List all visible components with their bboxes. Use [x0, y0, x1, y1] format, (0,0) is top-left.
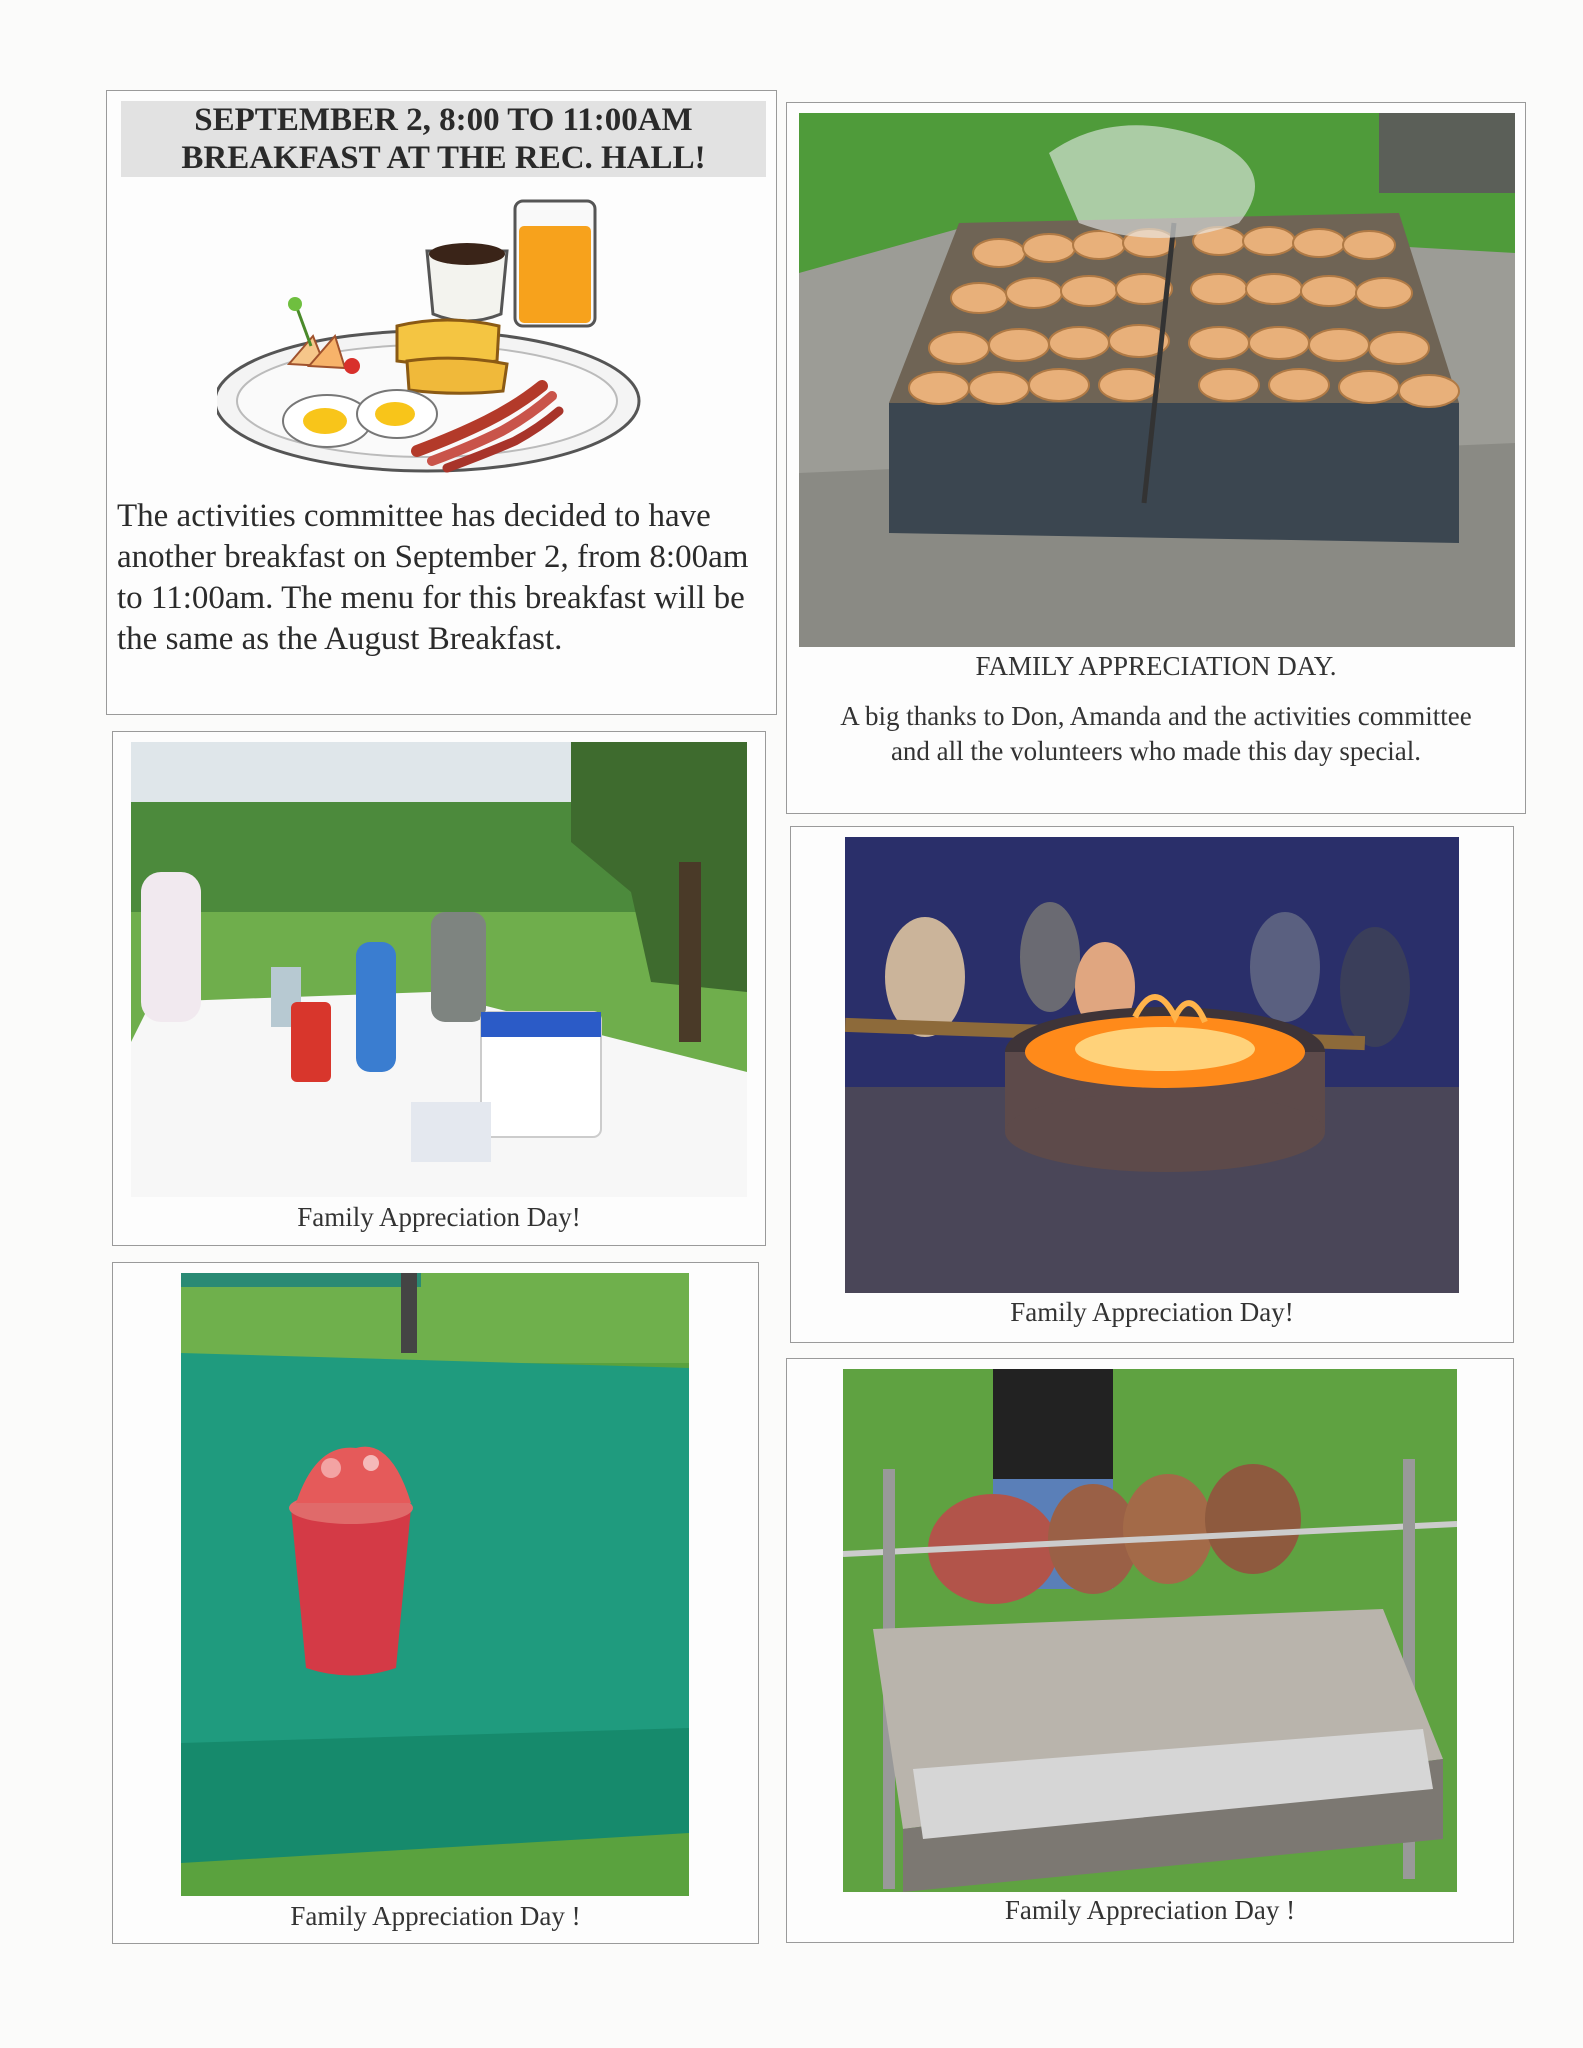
grill-thanks-text: A big thanks to Don, Amanda and the activities committee and all the volunteers who made this day special. [840, 701, 1472, 766]
shaved-ice-photo-card [112, 1262, 759, 1944]
breakfast-header [121, 101, 766, 177]
shaved-ice-caption: Family Appreciation Day ! [290, 1901, 581, 1931]
campfire-photo-card [790, 826, 1514, 1343]
snack-table-photo-card [112, 731, 766, 1246]
grill-photo-card [786, 102, 1526, 814]
chicken-grill-photo [799, 113, 1515, 647]
shaved-ice-photo [181, 1273, 689, 1896]
breakfast-description: The activities committee has decided to have another breakfast on September 2, from 8:00am to 11:00am. The menu for this breakfast will be the same as the August Breakfast. [117, 498, 749, 657]
campfire-caption: Family Appreciation Day! [1010, 1297, 1294, 1327]
campfire-photo [845, 837, 1459, 1293]
snack-table-photo [131, 742, 747, 1197]
breakfast-plate-illustration [217, 196, 657, 476]
breakfast-announcement [106, 90, 777, 715]
header-line-1: SEPTEMBER 2, 8:00 TO 11:00AM [194, 102, 693, 138]
grill-caption: FAMILY APPRECIATION DAY. [975, 651, 1337, 681]
rotisserie-photo-card [786, 1358, 1514, 1943]
rotisserie-photo [843, 1369, 1457, 1892]
header-line-2: BREAKFAST AT THE REC. HALL! [181, 140, 706, 176]
snack-table-caption: Family Appreciation Day! [297, 1202, 581, 1232]
rotisserie-caption: Family Appreciation Day ! [1004, 1895, 1296, 1925]
